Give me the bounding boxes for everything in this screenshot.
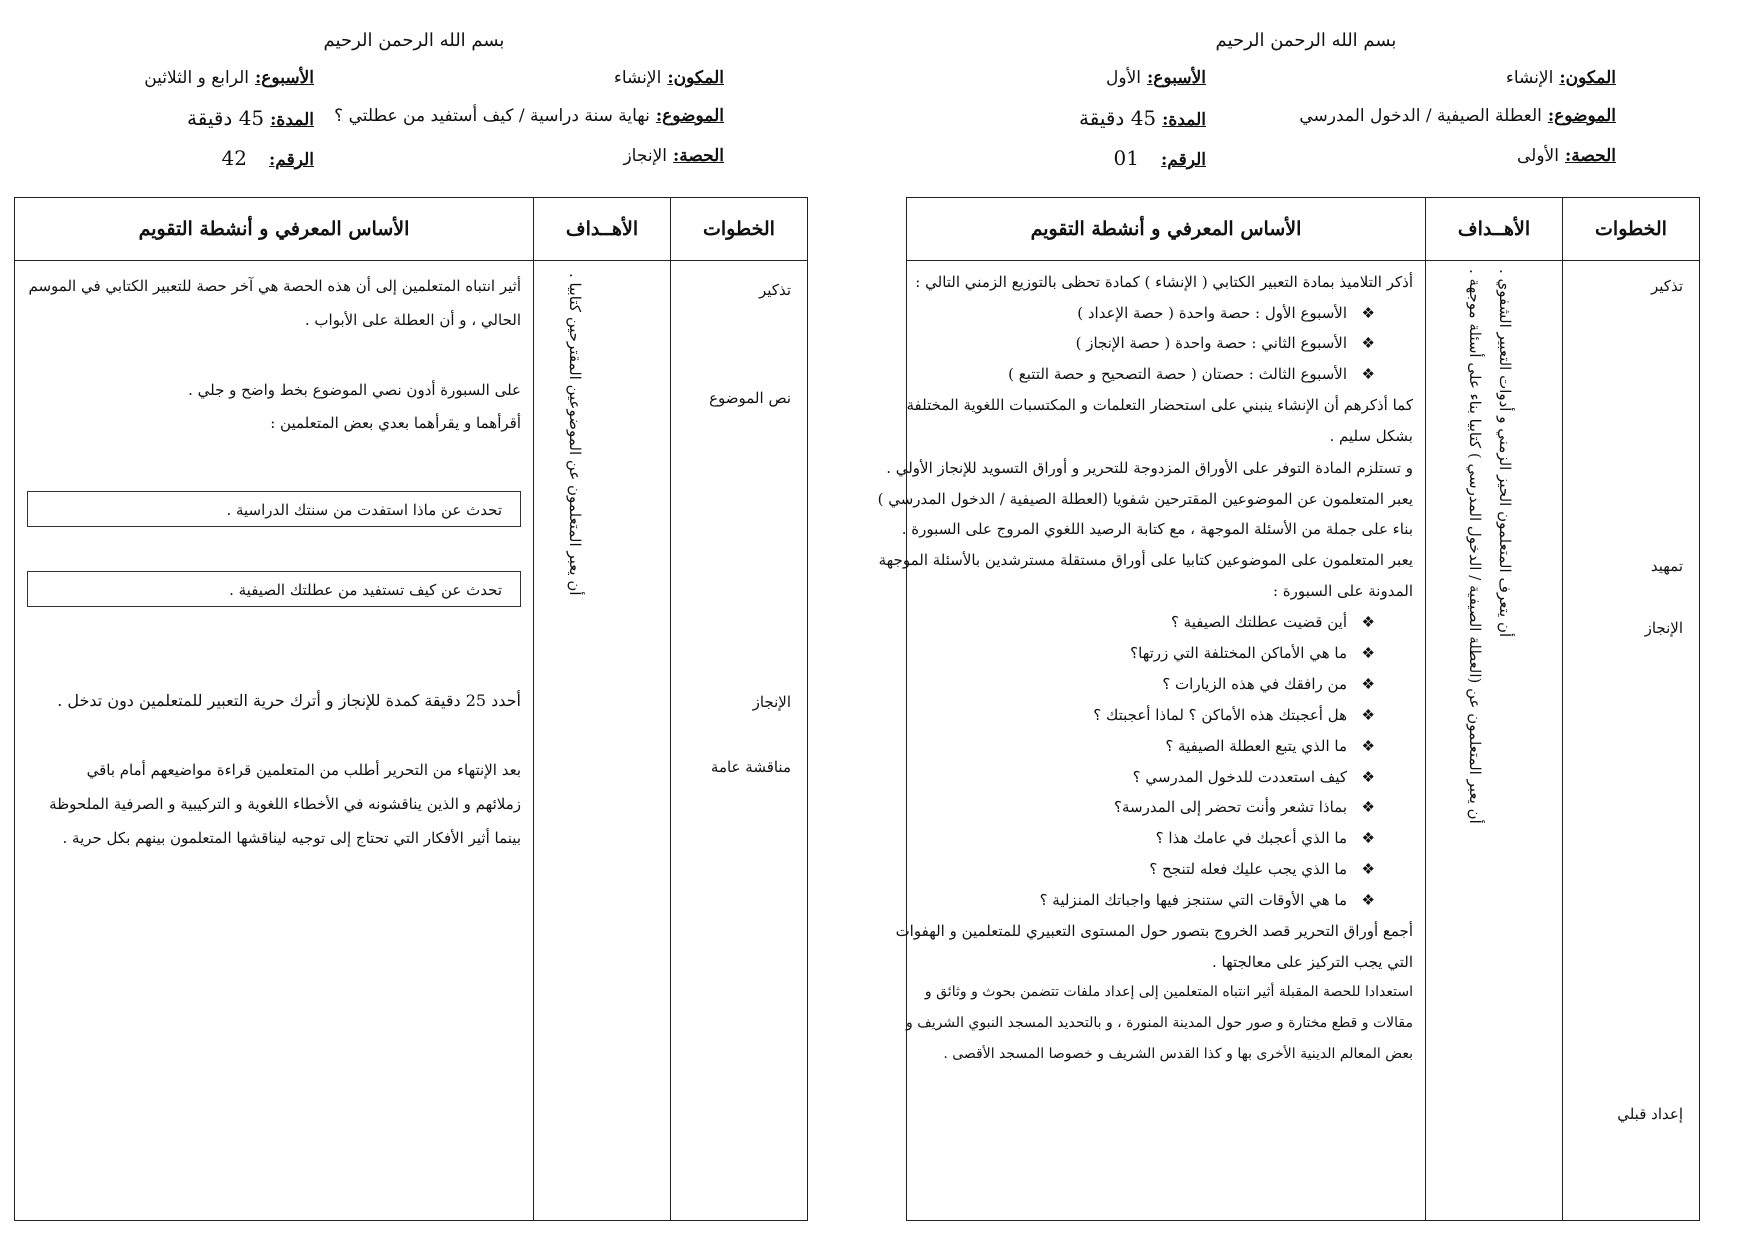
bullet-icon: ❖ bbox=[1361, 860, 1375, 878]
header-content: الأساس المعرفي و أنشطة التقويم bbox=[907, 198, 1426, 261]
content-line: بشكل سليم . bbox=[1329, 427, 1413, 445]
goals-column bbox=[1426, 261, 1563, 1221]
component-field: المكون:الإنشاء bbox=[1505, 68, 1616, 88]
header-content: الأساس المعرفي و أنشطة التقويم bbox=[15, 198, 534, 261]
content-line: أذكر التلاميذ بمادة التعبير الكتابي ( الإنشاء ) كمادة تحظى بالتوزيع الزمني التالي : bbox=[915, 273, 1413, 291]
bullet-item: ❖الأسبوع الثالث : حصتان ( حصة التصحيح و حصة التتبع ) bbox=[1008, 365, 1375, 383]
number-field: الرقم:01 bbox=[1113, 146, 1206, 170]
bullet-icon: ❖ bbox=[1361, 365, 1375, 383]
content-line: أثير انتباه المتعلمين إلى أن هذه الحصة هي آخر حصة للتعبير الكتابي في الموسم bbox=[28, 277, 521, 295]
bullet-item: ❖ما هي الأوقات التي ستنجز فيها واجباتك المنزلية ؟ bbox=[1039, 891, 1375, 909]
content-line: زملائهم و الذين يناقشونه في الأخطاء اللغوية و التركيبية و الصرفية الملحوظة bbox=[49, 795, 521, 813]
goal-text: أن يعبر المتعلمون عن (العطلة الصيفية / الدخول المدرسي ) كتابيا بناء على أسئلة موجهة . bbox=[1466, 269, 1484, 824]
content-line: على السبورة أدون نصي الموضوع بخط واضح و جلي . bbox=[188, 381, 521, 399]
content-column bbox=[877, 261, 1426, 1221]
bullet-icon: ❖ bbox=[1361, 613, 1375, 631]
week-field: الأسبوع:الرابع و الثلاثين bbox=[144, 68, 314, 88]
header-steps: الخطوات bbox=[1563, 198, 1700, 261]
bullet-icon: ❖ bbox=[1361, 706, 1375, 724]
content-line: المدونة على السبورة : bbox=[1272, 582, 1413, 600]
content-line: يعبر المتعلمون على الموضوعين كتابيا على أوراق مستقلة مسترشدين بالأسئلة الموجهة bbox=[878, 551, 1413, 569]
topic-field: الموضوع:نهاية سنة دراسية / كيف أستفيد من عطلتي ؟ bbox=[334, 106, 724, 126]
bullet-icon: ❖ bbox=[1361, 334, 1375, 352]
bullet-icon: ❖ bbox=[1361, 798, 1375, 816]
goals-column bbox=[534, 261, 671, 1221]
bullet-icon: ❖ bbox=[1361, 304, 1375, 322]
bullet-icon: ❖ bbox=[1361, 675, 1375, 693]
content-line: مقالات و قطع مختارة و صور حول المدينة المنورة ، و بالتحديد المسجد النبوي الشريف و bbox=[905, 1015, 1413, 1031]
bullet-icon: ❖ bbox=[1361, 737, 1375, 755]
lesson-table bbox=[14, 197, 808, 1221]
bullet-item: ❖بماذا تشعر وأنت تحضر إلى المدرسة؟ bbox=[1114, 798, 1375, 816]
bullet-icon: ❖ bbox=[1361, 891, 1375, 909]
goal-text: أن يعبر المتعلمون عن الموضوعين المقترحين كتابيا . bbox=[566, 273, 584, 596]
header-goals: الأهــداف bbox=[1426, 198, 1563, 261]
content-line: بينما أثير الأفكار التي تحتاج إلى توجيه ليناقشها المتعلمون بينهم بكل حرية . bbox=[62, 829, 521, 847]
number-field: الرقم:42 bbox=[221, 146, 314, 170]
step-label: إعداد قبلي bbox=[1617, 1105, 1683, 1123]
week-field: الأسبوع:الأول bbox=[1106, 68, 1206, 88]
basmala: بسم الله الرحمن الرحيم bbox=[1215, 30, 1397, 51]
duration-field: المدة:45 دقيقة bbox=[187, 106, 314, 130]
topic-field: الموضوع:العطلة الصيفية / الدخول المدرسي bbox=[1299, 106, 1616, 126]
step-label: الإنجاز bbox=[752, 693, 791, 711]
content-line: التي يجب التركيز على معالجتها . bbox=[1212, 953, 1413, 971]
step-label: تذكير bbox=[1651, 277, 1683, 295]
bullet-item: ❖كيف استعددت للدخول المدرسي ؟ bbox=[1132, 768, 1375, 786]
content-line: أقرأهما و يقرأهما بعدي بعض المتعلمين : bbox=[270, 414, 521, 432]
step-label: مناقشة عامة bbox=[710, 758, 791, 776]
lesson-sheet-left bbox=[14, 0, 814, 1240]
steps-column bbox=[671, 261, 808, 1221]
step-label: نص الموضوع bbox=[709, 389, 791, 407]
bullet-icon: ❖ bbox=[1361, 644, 1375, 662]
bullet-item: ❖الأسبوع الأول : حصة واحدة ( حصة الإعداد ) bbox=[1077, 304, 1375, 322]
content-line: استعدادا للحصة المقبلة أثير انتباه المتعلمين إلى إعداد ملفات تتضمن بحوث و وثائق و bbox=[924, 984, 1413, 1000]
steps-column bbox=[1563, 261, 1700, 1221]
session-field: الحصة:الأولى bbox=[1517, 146, 1616, 166]
bullet-item: ❖أين قضيت عطلتك الصيفية ؟ bbox=[1170, 613, 1375, 631]
bullet-item: ❖من رافقك في هذه الزيارات ؟ bbox=[1162, 675, 1375, 693]
content-line: أحدد 25 دقيقة كمدة للإنجاز و أترك حرية التعبير للمتعلمين دون تدخل . bbox=[57, 691, 521, 710]
basmala: بسم الله الرحمن الرحيم bbox=[323, 30, 505, 51]
bullet-item: ❖ما الذي أعجبك في عامك هذا ؟ bbox=[1155, 829, 1375, 847]
session-field: الحصة:الإنجاز bbox=[623, 146, 724, 166]
content-line: و تستلزم المادة التوفر على الأوراق المزدوجة للتحرير و أوراق التسويد للإنجاز الأولي . bbox=[886, 459, 1413, 477]
component-field: المكون:الإنشاء bbox=[613, 68, 724, 88]
content-line: بعد الإنتهاء من التحرير أطلب من المتعلمين قراءة مواضيعهم أمام باقي bbox=[86, 761, 521, 779]
bullet-item: ❖ما هي الأماكن المختلفة التي زرتها؟ bbox=[1130, 644, 1375, 662]
bullet-item: ❖ما الذي يجب عليك فعله لتنجح ؟ bbox=[1149, 860, 1375, 878]
topic-box: تحدث عن ماذا استفدت من سنتك الدراسية . bbox=[27, 491, 521, 527]
step-label: تذكير bbox=[759, 281, 791, 299]
content-line: أجمع أوراق التحرير قصد الخروج بتصور حول المستوى التعبيري للمتعلمين و الهفوات bbox=[895, 922, 1413, 940]
step-label: الإنجاز bbox=[1644, 619, 1683, 637]
content-line: بناء على جملة من الأسئلة الموجهة ، مع كتابة الرصيد اللغوي المروج على السبورة . bbox=[901, 520, 1413, 538]
bullet-icon: ❖ bbox=[1361, 768, 1375, 786]
content-line: بعض المعالم الدينية الأخرى بها و كذا القدس الشريف و خصوصا المسجد الأقصى . bbox=[943, 1046, 1413, 1062]
goal-text: أن يتعرف المتعلمون الحيز الزمني و أدوات التعبير الشفوي . bbox=[1496, 269, 1514, 638]
step-label: تمهيد bbox=[1650, 557, 1683, 575]
topic-box: تحدث عن كيف تستفيد من عطلتك الصيفية . bbox=[27, 571, 521, 607]
bullet-item: ❖الأسبوع الثاني : حصة واحدة ( حصة الإنجاز ) bbox=[1075, 334, 1375, 352]
content-line: يعبر المتعلمون عن الموضوعين المقترحين شفويا (العطلة الصيفية / الدخول المدرسي ) bbox=[877, 490, 1413, 508]
bullet-icon: ❖ bbox=[1361, 829, 1375, 847]
lesson-sheet-right bbox=[877, 0, 1706, 1240]
bullet-item: ❖هل أعجبتك هذه الأماكن ؟ لماذا أعجبتك ؟ bbox=[1093, 706, 1375, 724]
lesson-table bbox=[877, 197, 1700, 1221]
content-line: الحالي ، و أن العطلة على الأبواب . bbox=[304, 311, 521, 329]
header-steps: الخطوات bbox=[671, 198, 808, 261]
header-goals: الأهــداف bbox=[534, 198, 671, 261]
content-column bbox=[15, 261, 534, 1221]
duration-field: المدة:45 دقيقة bbox=[1079, 106, 1206, 130]
content-line: كما أذكرهم أن الإنشاء ينبني على استحضار التعلمات و المكتسبات اللغوية المختلفة bbox=[906, 396, 1413, 414]
bullet-item: ❖ما الذي يتبع العطلة الصيفية ؟ bbox=[1165, 737, 1375, 755]
